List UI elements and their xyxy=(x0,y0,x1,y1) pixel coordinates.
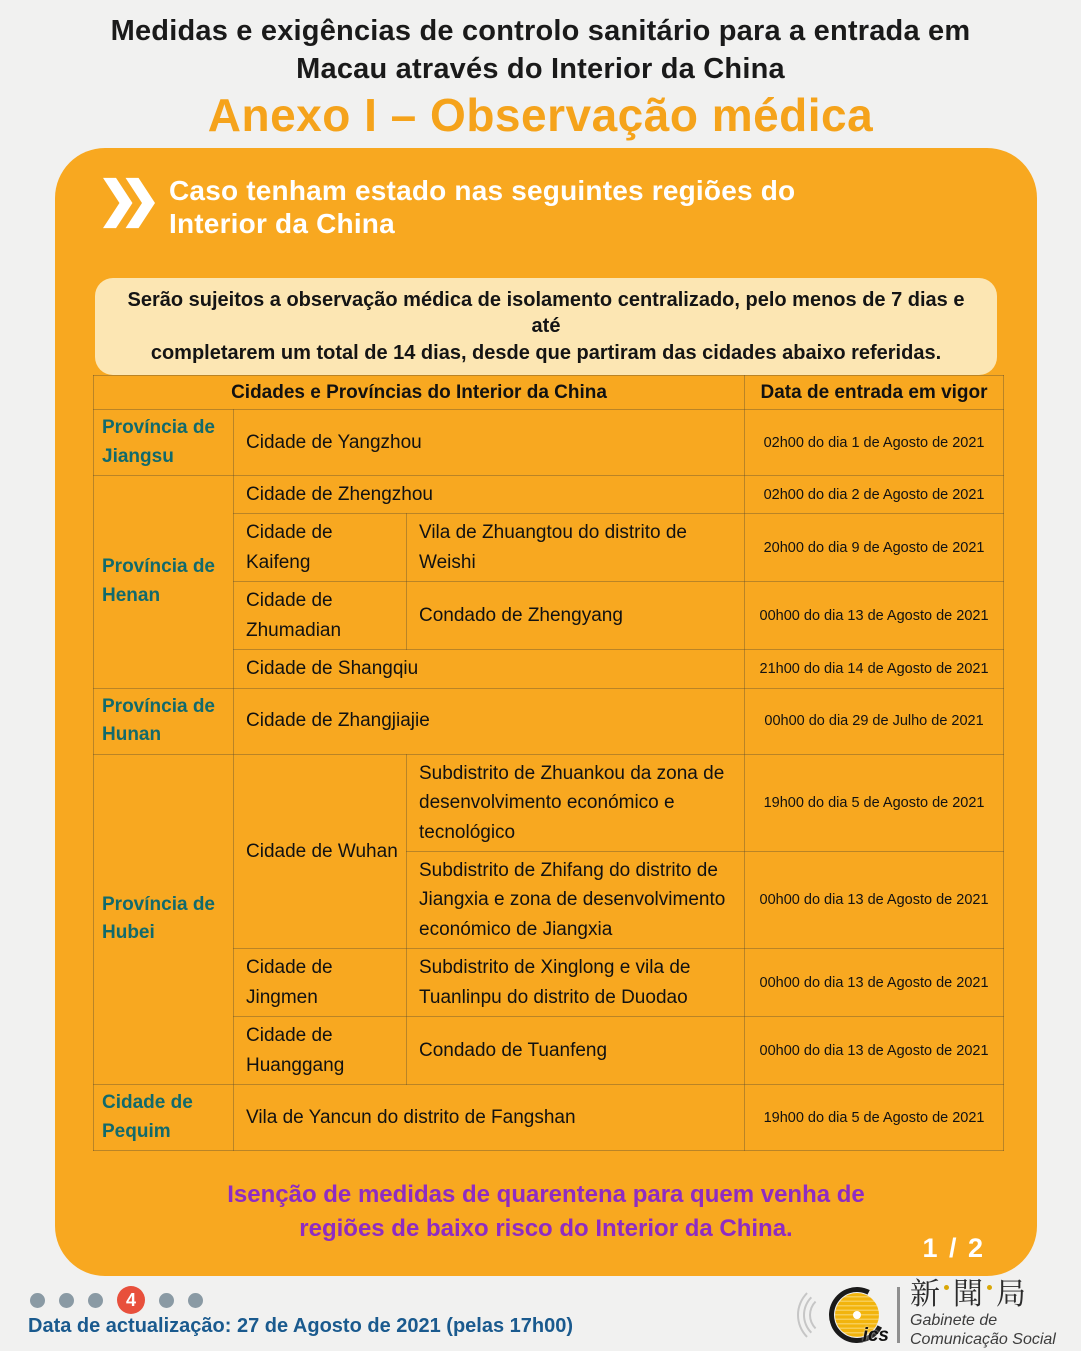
page-dot xyxy=(30,1293,45,1308)
date-cell: 19h00 do dia 5 de Agosto de 2021 xyxy=(745,754,1004,851)
cjk-separator-dot xyxy=(944,1285,949,1290)
logo-cjk-char: 新 xyxy=(910,1278,940,1311)
card-heading xyxy=(103,172,795,240)
date-cell: 00h00 do dia 29 de Julho de 2021 xyxy=(745,688,1004,754)
logo-cjk-name xyxy=(910,1280,1056,1310)
header-block xyxy=(0,12,1081,139)
pagination-dots xyxy=(30,1286,217,1314)
page-dot xyxy=(59,1293,74,1308)
date-cell: 19h00 do dia 5 de Agosto de 2021 xyxy=(745,1085,1004,1151)
logo-org-line2: Comunicação Social xyxy=(910,1330,1056,1348)
province-cell: Província de Hubei xyxy=(94,754,234,1084)
date-cell: 20h00 do dia 9 de Agosto de 2021 xyxy=(745,514,1004,582)
district-cell: Subdistrito de Zhifang do distrito de Jiangxia e zona de desenvolvimento económico de Jiangxia xyxy=(407,851,745,948)
district-cell: Subdistrito de Zhuankou da zona de desenvolvimento económico e tecnológico xyxy=(407,754,745,851)
gcs-logo-mark-icon xyxy=(829,1287,889,1346)
exemption-line1: Isenção de medidas de quarentena para quem venha de xyxy=(227,1181,865,1208)
city-cell: Cidade de Huanggang xyxy=(234,1017,407,1085)
city-cell: Cidade de Jingmen xyxy=(234,949,407,1017)
main-card xyxy=(55,148,1037,1276)
logo-text-block xyxy=(910,1280,1056,1350)
district-cell: Condado de Tuanfeng xyxy=(407,1017,745,1085)
page-dot xyxy=(188,1293,203,1308)
exemption-note xyxy=(55,1178,1037,1245)
double-chevron-icon xyxy=(103,172,155,234)
city-cell: Cidade de Wuhan xyxy=(234,754,407,949)
page-dot xyxy=(88,1293,103,1308)
logo-cjk-char: 局 xyxy=(996,1278,1026,1311)
place-cell: Cidade de Yangzhou xyxy=(234,410,745,476)
update-date-text: Data de actualização: 27 de Agosto de 2021 (pelas 17h00) xyxy=(28,1315,574,1337)
date-cell: 21h00 do dia 14 de Agosto de 2021 xyxy=(745,650,1004,688)
date-cell: 00h00 do dia 13 de Agosto de 2021 xyxy=(745,949,1004,1017)
table-row xyxy=(94,1085,1004,1151)
logo-mark-text: ics xyxy=(862,1324,889,1346)
city-cell: Cidade de Zhumadian xyxy=(234,582,407,650)
page-title-line1: Medidas e exigências de controlo sanitário para a entrada em xyxy=(110,15,971,47)
date-cell: 00h00 do dia 13 de Agosto de 2021 xyxy=(745,1017,1004,1085)
date-cell: 00h00 do dia 13 de Agosto de 2021 xyxy=(745,582,1004,650)
logo-cjk-char: 聞 xyxy=(953,1278,983,1311)
date-cell: 02h00 do dia 1 de Agosto de 2021 xyxy=(745,410,1004,476)
date-cell: 00h00 do dia 13 de Agosto de 2021 xyxy=(745,851,1004,948)
page-dot xyxy=(159,1293,174,1308)
table-row xyxy=(94,410,1004,476)
column-header-date: Data de entrada em vigor xyxy=(745,376,1004,410)
notice-line2: completarem um total de 14 dias, desde que partiram das cidades abaixo referidas. xyxy=(150,341,942,364)
logo-divider xyxy=(897,1287,900,1343)
province-cell: Província de Jiangsu xyxy=(94,410,234,476)
cjk-separator-dot xyxy=(987,1285,992,1290)
place-cell: Vila de Yancun do distrito de Fangshan xyxy=(234,1085,745,1151)
logo-org-name xyxy=(910,1312,1056,1350)
place-cell: Cidade de Zhangjiajie xyxy=(234,688,745,754)
isolation-notice-banner xyxy=(95,278,997,375)
logo-center-dot xyxy=(853,1311,861,1319)
district-cell: Vila de Zhuangtou do distrito de Weishi xyxy=(407,514,745,582)
logo-sound-waves-icon xyxy=(795,1283,829,1347)
city-cell: Cidade de Kaifeng xyxy=(234,514,407,582)
date-cell: 02h00 do dia 2 de Agosto de 2021 xyxy=(745,476,1004,514)
page-title-line2: Macau através do Interior da China xyxy=(296,53,785,86)
district-cell: Condado de Zhengyang xyxy=(407,582,745,650)
district-cell: Subdistrito de Xinglong e vila de Tuanlinpu do distrito de Duodao xyxy=(407,949,745,1017)
province-cell: Província de Henan xyxy=(94,476,234,689)
card-heading-text xyxy=(169,172,795,240)
exemption-line2: regiões de baixo risco do Interior da China. xyxy=(299,1214,793,1242)
table-row xyxy=(94,476,1004,514)
column-header-region: Cidades e Províncias do Interior da China xyxy=(94,376,745,410)
table-row xyxy=(94,754,1004,851)
province-cell: Província de Hunan xyxy=(94,688,234,754)
card-heading-line2: Interior da China xyxy=(169,208,395,240)
regions-table xyxy=(93,375,1004,1151)
annex-subtitle: Anexo I – Observação médica xyxy=(207,88,874,141)
place-cell: Cidade de Shangqiu xyxy=(234,650,745,688)
gcs-logo xyxy=(795,1280,1056,1350)
province-cell: Cidade de Pequim xyxy=(94,1085,234,1151)
active-page-dot: 4 xyxy=(117,1286,145,1314)
table-header-row xyxy=(94,376,1004,410)
notice-line1: Serão sujeitos a observação médica de isolamento centralizado, pelo menos de 7 dias e até xyxy=(127,289,965,338)
card-heading-line1: Caso tenham estado nas seguintes regiões do xyxy=(169,175,796,206)
page-indicator: 1 / 2 xyxy=(922,1233,985,1263)
logo-org-line1: Gabinete de xyxy=(910,1312,998,1329)
table-row xyxy=(94,688,1004,754)
place-cell: Cidade de Zhengzhou xyxy=(234,476,745,514)
